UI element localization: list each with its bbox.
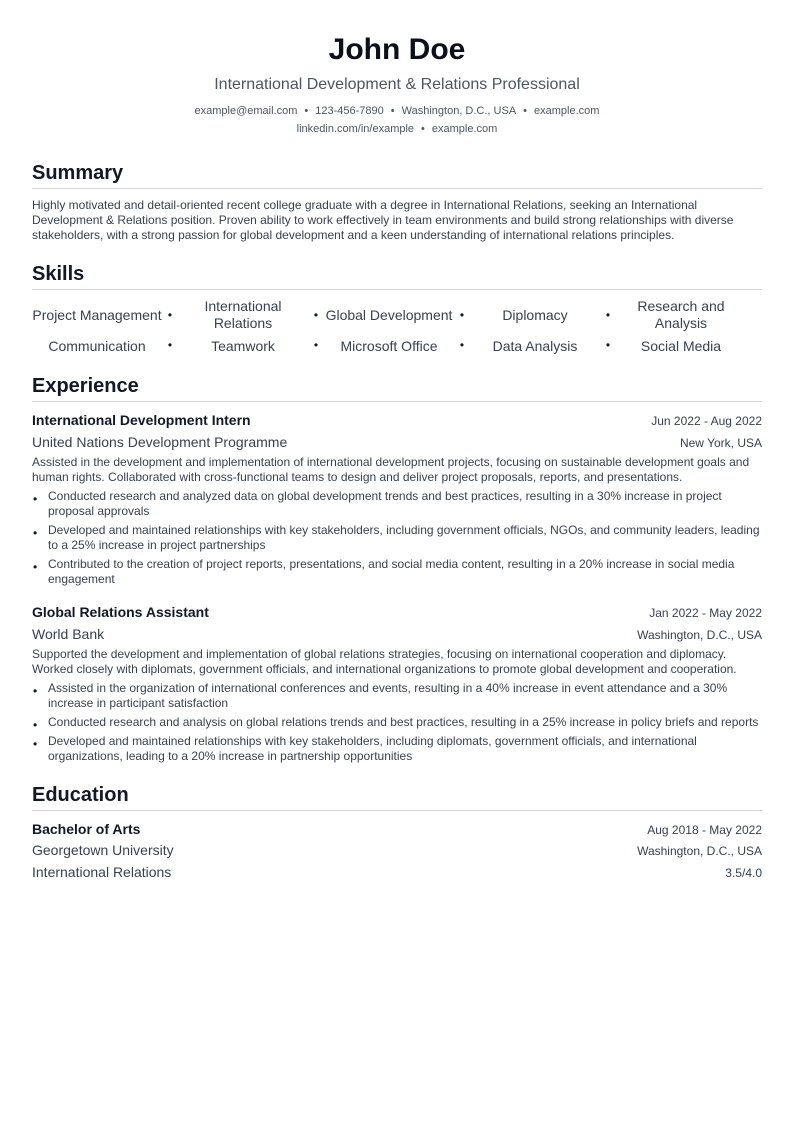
skill-item: Project Management [32, 306, 162, 323]
bullet-text: Conducted research and analyzed data on global development trends and best practices, resulting in a 30% increase in project proposal approvals [48, 489, 722, 518]
bullet-text: Contributed to the creation of project reports, presentations, and social media content, resulting in a 20% increase in social media engagement [48, 557, 735, 586]
skills-grid-row-2 [32, 334, 762, 355]
skill-item: Social Media [640, 338, 722, 354]
location-text: Washington, D.C., USA [401, 105, 517, 117]
edu-gpa: 3.5/4.0 [725, 866, 762, 880]
job-header-row [32, 411, 762, 429]
email-link[interactable]: example@email.com [194, 105, 298, 117]
skill-item: Global Development [325, 306, 453, 323]
skills-section [32, 261, 762, 355]
skill-separator: • [605, 337, 611, 352]
skill-item: Communication [48, 338, 146, 354]
contact-separator: • [304, 105, 309, 117]
bullet-text: Developed and maintained relationships with key stakeholders, including government officials, NGOs, and community leaders, leading to a 25% increase in project partnerships [48, 523, 760, 552]
linkedin-link[interactable]: linkedin.com/in/example [296, 123, 415, 135]
bullet-icon: • [33, 737, 38, 751]
job-organization: World Bank [32, 626, 105, 642]
job-role: International Development Intern [32, 412, 251, 428]
bullet-icon: • [33, 560, 38, 574]
bullet-icon: • [33, 492, 38, 506]
skill-item: Diplomacy [502, 306, 568, 323]
skill-item: Microsoft Office [340, 338, 438, 354]
bullet-icon: • [33, 526, 38, 540]
experience-entry [32, 411, 762, 587]
section-title-education: Education [32, 782, 762, 811]
resume-header [32, 32, 762, 138]
bullet-text: Assisted in the organization of international conferences and events, resulting in a 40% increase in event attendance and a 30% increase in participant satisfaction [48, 681, 728, 710]
list-item [32, 489, 762, 519]
job-org-row [32, 621, 762, 644]
job-org-row [32, 429, 762, 452]
website-link-2[interactable]: example.com [431, 123, 498, 135]
skill-item: Research and Analysis [637, 298, 725, 331]
bullet-icon: • [33, 684, 38, 698]
job-organization: United Nations Development Programme [32, 434, 288, 450]
edu-dates: Aug 2018 - May 2022 [647, 823, 762, 837]
skill-item: International Relations [204, 298, 282, 331]
contact-separator: • [523, 105, 528, 117]
section-title-experience: Experience [32, 373, 762, 402]
experience-entry [32, 603, 762, 764]
contact-separator: • [390, 105, 395, 117]
job-location: Washington, D.C., USA [637, 628, 762, 642]
bullet-icon: • [33, 718, 38, 732]
edu-school: Georgetown University [32, 842, 174, 858]
edu-school-row [32, 838, 762, 860]
skill-separator: • [167, 308, 173, 322]
bullet-text: Developed and maintained relationships with key stakeholders, including diplomats, government officials, and international organizations, leading to a 20% increase in partnership opportunities [48, 734, 697, 763]
section-title-skills: Skills [32, 261, 762, 290]
summary-text: Highly motivated and detail-oriented recent college graduate with a degree in International Relations, seeking an International Development & Relations position. Proven ability to work effectively in team environments and build strong relationships with diverse stakeholders, with a strong passion for global development and a keen understanding of international relations principles. [32, 198, 734, 242]
resume-page [32, 0, 762, 882]
phone-text: 123-456-7890 [315, 105, 384, 117]
list-item [32, 681, 762, 711]
bullet-text: Conducted research and analysis on global relations trends and best practices, resulting in a 25% increase in policy briefs and reports [48, 715, 759, 729]
skill-item: Teamwork [211, 338, 275, 354]
job-dates: Jun 2022 - Aug 2022 [651, 414, 762, 428]
job-header-row [32, 603, 762, 621]
contact-line-2 [32, 120, 762, 138]
experience-section [32, 373, 762, 764]
list-item [32, 557, 762, 587]
contact-separator: • [421, 123, 425, 135]
skills-grid [32, 298, 762, 332]
list-item [32, 523, 762, 553]
skill-separator: • [313, 337, 319, 352]
skill-separator: • [459, 308, 465, 322]
edu-field-row [32, 860, 762, 882]
website-link[interactable]: example.com [534, 105, 600, 117]
edu-degree: Bachelor of Arts [32, 821, 141, 837]
education-section [32, 782, 762, 882]
skill-separator: • [167, 337, 173, 352]
edu-degree-row [32, 820, 762, 838]
edu-field: International Relations [32, 864, 172, 880]
skill-item: Data Analysis [492, 338, 578, 354]
section-title-summary: Summary [32, 160, 762, 189]
candidate-name: John Doe [328, 33, 466, 66]
job-role: Global Relations Assistant [32, 604, 209, 620]
job-bullets [32, 489, 762, 587]
job-description: Supported the development and implementation of global relations strategies, focusing on international cooperation and diplomacy. Worked closely with diplomats, government officials, and international organizations to promote global development and cooperation. [32, 647, 737, 676]
job-bullets [32, 681, 762, 764]
job-location: New York, USA [679, 436, 762, 450]
contact-line-1 [32, 102, 762, 120]
list-item [32, 715, 762, 730]
job-description: Assisted in the development and implementation of international development projects, focusing on sustainable development goals and human rights. Collaborated with cross-functional teams to design and deliver project proposals, reports, and presentations. [32, 455, 750, 484]
job-dates: Jan 2022 - May 2022 [649, 606, 762, 620]
skill-separator: • [459, 337, 465, 352]
skill-separator: • [605, 308, 611, 322]
education-entry [32, 820, 762, 882]
skill-separator: • [313, 308, 319, 322]
list-item [32, 734, 762, 764]
candidate-headline: International Development & Relations Professional [214, 76, 580, 93]
edu-location: Washington, D.C., USA [637, 844, 762, 858]
summary-section [32, 160, 762, 243]
